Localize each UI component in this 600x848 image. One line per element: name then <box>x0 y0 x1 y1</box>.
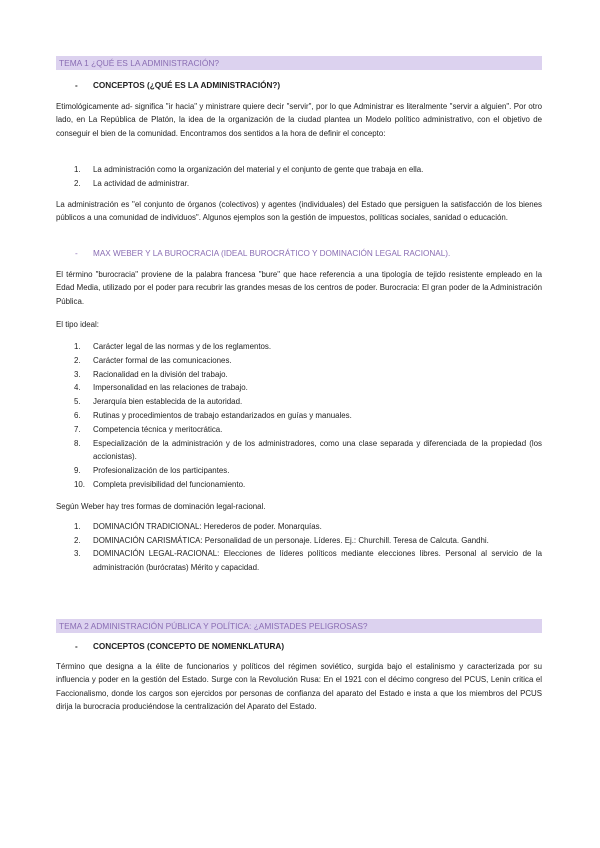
list-item: 8. Especialización de la administración y de los administradores, como una clase separada y diferenciada de la propiedad (los accionistas). <box>74 438 542 462</box>
list-item: 1. La administración como la organización del material y el conjunto de gente que trabaja en ella. <box>74 165 424 174</box>
tema1-conceptos-title <box>75 80 280 92</box>
list-item: 4. Impersonalidad en las relaciones de trabajo. <box>74 383 248 393</box>
burocracia-paragraph: El término "burocracia" proviene de la palabra francesa "bure" que hace referencia a una tipología de tejido resistente empleado en la Edad Media, utilizado por el poder para recubrir las grandes mesas de los centros de poder. Burocracia: El gran poder de la Administración Pública. <box>56 270 542 306</box>
weber-title <box>75 248 450 260</box>
formas-list <box>56 520 542 574</box>
tema1-intro-paragraph: Etimológicamente ad- significa "ir hacia" y ministrare quiere decir "servir", por lo que Administrar es literalmente "servir a alguien". Por otro lado, en La República de Platón, la idea de la organización de la ciudad plantea un Modelo político administrativo, con el objetivo de conseguir el bien de la comunidad. Encontramos dos sentidos a la hora de definir el concepto: <box>56 102 542 138</box>
sentidos-list <box>56 163 542 191</box>
list-item: 2. La actividad de administrar. <box>74 179 190 188</box>
formas-label: Según Weber hay tres formas de dominación legal-racional. <box>56 502 266 511</box>
list-item: 1. Carácter legal de las normas y de los reglamentos. <box>74 342 272 351</box>
weber-title-text: MAX WEBER Y LA BUROCRACIA (IDEAL BUROCRÁTICO Y DOMINACIÓN LEGAL RACIONAL). <box>93 249 451 258</box>
tema1-header: TEMA 1 ¿QUÉ ES LA ADMINISTRACIÓN? <box>56 56 542 70</box>
list-item: 1. DOMINACIÓN TRADICIONAL: Herederos de poder. Monarquías. <box>74 522 322 531</box>
list-item: 3. Racionalidad en la división del trabajo. <box>74 369 228 379</box>
list-item: 2. Carácter formal de las comunicaciones. <box>74 355 232 365</box>
conceptos-title-text: CONCEPTOS (CONCEPTO DE NOMENKLATURA) <box>93 642 285 651</box>
list-item: 7. Competencia técnica y meritocrática. <box>74 424 223 434</box>
tipo-ideal-list <box>56 340 542 492</box>
list-item: 5. Jerarquía bien establecida de la autoridad. <box>74 397 243 407</box>
list-item: 3. DOMINACIÓN LEGAL-RACIONAL: Elecciones de líderes políticos mediante elecciones libres. Personal al servicio de la administración (burócratas) Mérito y capacidad. <box>74 549 542 572</box>
tema2-conceptos-title <box>75 641 284 653</box>
bullet-dash: - <box>75 81 78 90</box>
tema2-header: TEMA 2 ADMINISTRACIÓN PÚBLICA Y POLÍTICA: ¿AMISTADES PELIGROSAS? <box>56 619 542 633</box>
list-item: 6. Rutinas y procedimientos de trabajo estandarizados en guías y manuales. <box>74 410 352 420</box>
list-item: 2. DOMINACIÓN CARISMÁTICA: Personalidad de un personaje. Líderes. Ej.: Churchill. Teresa de Calcuta. Gandhi. <box>74 535 489 545</box>
list-item: 10. Completa previsibilidad del funcionamiento. <box>74 479 246 489</box>
conceptos-title-text: CONCEPTOS (¿QUÉ ES LA ADMINISTRACIÓN?) <box>93 81 281 90</box>
bullet-dash: - <box>75 249 78 258</box>
tipo-ideal-label: El tipo ideal: <box>56 320 99 329</box>
list-item: 9. Profesionalización de los participantes. <box>74 466 230 476</box>
tema1-definicion-paragraph: La administración es "el conjunto de órganos (colectivos) y agentes (individuales) del Estado que persiguen la satisfacción de los bienes públicos a una comunidad de individuos". Algunos ejemplos son la gestión de impuestos, políticas sociales, sanidad o educación. <box>56 200 542 223</box>
tema2-paragraph: Término que designa a la élite de funcionarios y políticos del régimen soviético, surgida bajo el estalinismo y caracterizada por su influencia y poder en la gestión del Estado. Surge con la Revolución Rusa: En el 1921 con el décimo congreso del PCUS, Lenin critica el Faccionalismo, donde los cargos son ejercidos por personas de confianza del aparato del Estado e insta a que los miembros del PCUS dirija la burocracia produciéndose la centralización del Aparato del Estado. <box>56 662 542 712</box>
bullet-dash: - <box>75 642 78 651</box>
